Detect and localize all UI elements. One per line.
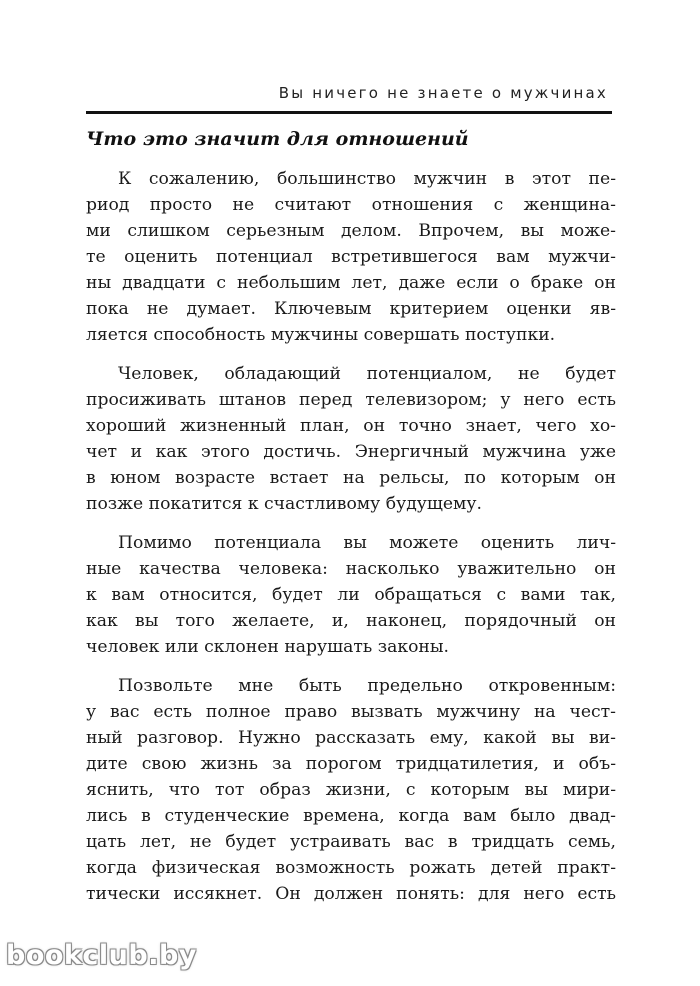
header-rule [86,111,612,114]
text-line: риод просто не считают отношения с женщина- [86,195,616,215]
watermark-logo: bookclub.by [6,940,197,971]
text-line: лись в студенческие времена, когда вам было двад- [86,806,616,826]
text-line: чет и как этого достичь. Энергичный мужчина уже [86,442,616,462]
text-line: те оценить потенциал встретившегося вам мужчи- [86,247,616,267]
text-line: ные качества человека: насколько уважительно он [86,559,616,579]
text-line: когда физическая возможность рожать детей практ- [86,858,616,878]
text-line: дите свою жизнь за порогом тридцатилетия, и объ- [86,754,616,774]
text-line: просиживать штанов перед телевизором; у него есть [86,390,616,410]
text-line: позже покатится к счастливому будущему. [86,494,482,514]
text-line: цать лет, не будет устраивать вас в тридцать семь, [86,832,616,852]
text-line: к вам относится, будет ли обращаться с вами так, [86,585,616,605]
text-line: ный разговор. Нужно рассказать ему, какой вы ви- [86,728,616,748]
running-header: Вы ничего не знаете о мужчинах [278,84,608,102]
text-line: К сожалению, большинство мужчин в этот пе- [118,169,616,189]
section-heading: Что это значит для отношений [86,128,469,150]
paragraph-4 [86,673,616,907]
paragraph-2 [86,361,616,517]
text-line: ляется способность мужчины совершать поступки. [86,325,556,345]
text-line: человек или склонен нарушать законы. [86,637,450,657]
paragraph-3 [86,530,616,660]
text-line: у вас есть полное право вызвать мужчину на чест- [86,702,616,722]
text-line: хороший жизненный план, он точно знает, чего хо- [86,416,616,436]
text-line: пока не думает. Ключевым критерием оценки яв- [86,299,616,319]
paragraph-1 [86,166,616,348]
text-line: Помимо потенциала вы можете оценить лич- [118,533,616,553]
text-line: Позвольте мне быть предельно откровенным: [118,676,616,696]
text-line: ми слишком серьезным делом. Впрочем, вы може- [86,221,616,241]
text-line: Человек, обладающий потенциалом, не будет [118,364,616,384]
body-text [86,166,616,920]
text-line: яснить, что тот образ жизни, с которым вы мири- [86,780,616,800]
text-line: как вы того желаете, и, наконец, порядочный он [86,611,616,631]
text-line: в юном возрасте встает на рельсы, по которым он [86,468,616,488]
text-line: тически иссякнет. Он должен понять: для него есть [86,884,616,904]
text-line: ны двадцати с небольшим лет, даже если о браке он [86,273,616,293]
